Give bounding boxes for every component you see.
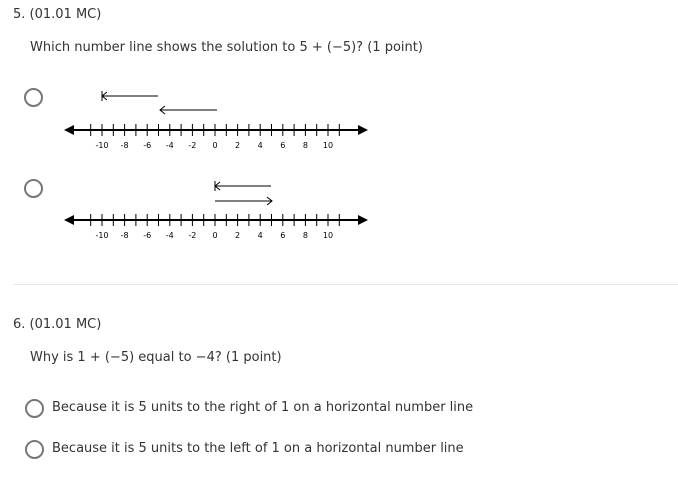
- option-a-tick-label: 8: [302, 141, 308, 150]
- option-a-arrows: [102, 91, 217, 114]
- option-b-tick-label: -6: [143, 231, 152, 240]
- option-b-tick-label: -10: [95, 231, 109, 240]
- option-b-tick-label: 6: [280, 231, 286, 240]
- option-b-tick-label: 0: [212, 231, 218, 240]
- option-b-tick-label: -8: [120, 231, 129, 240]
- option-b-tick-label: -4: [165, 231, 174, 240]
- question-6-option-a-label[interactable]: Because it is 5 units to the right of 1 on a horizontal number line: [52, 400, 474, 415]
- question-6-option-b-label[interactable]: Because it is 5 units to the left of 1 on a horizontal number line: [52, 441, 464, 456]
- option-a-tick-label: 2: [235, 141, 241, 150]
- option-a-tick-label: 6: [280, 141, 286, 150]
- option-a-tick-label: -6: [143, 141, 152, 150]
- option-a-tick-label: 4: [257, 141, 263, 150]
- option-b-tick-label: 8: [302, 231, 308, 240]
- question-5-option-a-number-line: [60, 85, 380, 155]
- option-a-tick-label: 10: [322, 141, 334, 150]
- option-b-tick-label: -2: [188, 231, 197, 240]
- question-5-option-b-radio[interactable]: [24, 179, 43, 198]
- question-6-option-a-radio[interactable]: [25, 399, 44, 418]
- question-6-prompt: Why is 1 + (−5) equal to −4? (1 point): [30, 350, 282, 365]
- option-b-tick-label: 4: [257, 231, 263, 240]
- option-b-axis: [64, 214, 368, 240]
- option-a-tick-label: -8: [120, 141, 129, 150]
- question-5-header: 5. (01.01 MC): [13, 7, 102, 22]
- question-5-option-a-radio[interactable]: [24, 88, 43, 107]
- question-6-header: 6. (01.01 MC): [13, 317, 102, 332]
- question-5-prompt: Which number line shows the solution to 5 + (−5)? (1 point): [30, 40, 423, 55]
- option-b-tick-label: 2: [235, 231, 241, 240]
- option-a-tick-label: -10: [95, 141, 109, 150]
- option-a-tick-label: 0: [212, 141, 218, 150]
- option-b-arrows: [215, 181, 272, 205]
- question-6-option-b-radio[interactable]: [25, 440, 44, 459]
- question-divider: [14, 284, 678, 285]
- option-a-tick-label: -2: [188, 141, 197, 150]
- option-b-tick-label: 10: [322, 231, 334, 240]
- option-a-axis: [64, 124, 368, 150]
- option-a-tick-label: -4: [165, 141, 174, 150]
- question-5-option-b-number-line: [60, 175, 380, 245]
